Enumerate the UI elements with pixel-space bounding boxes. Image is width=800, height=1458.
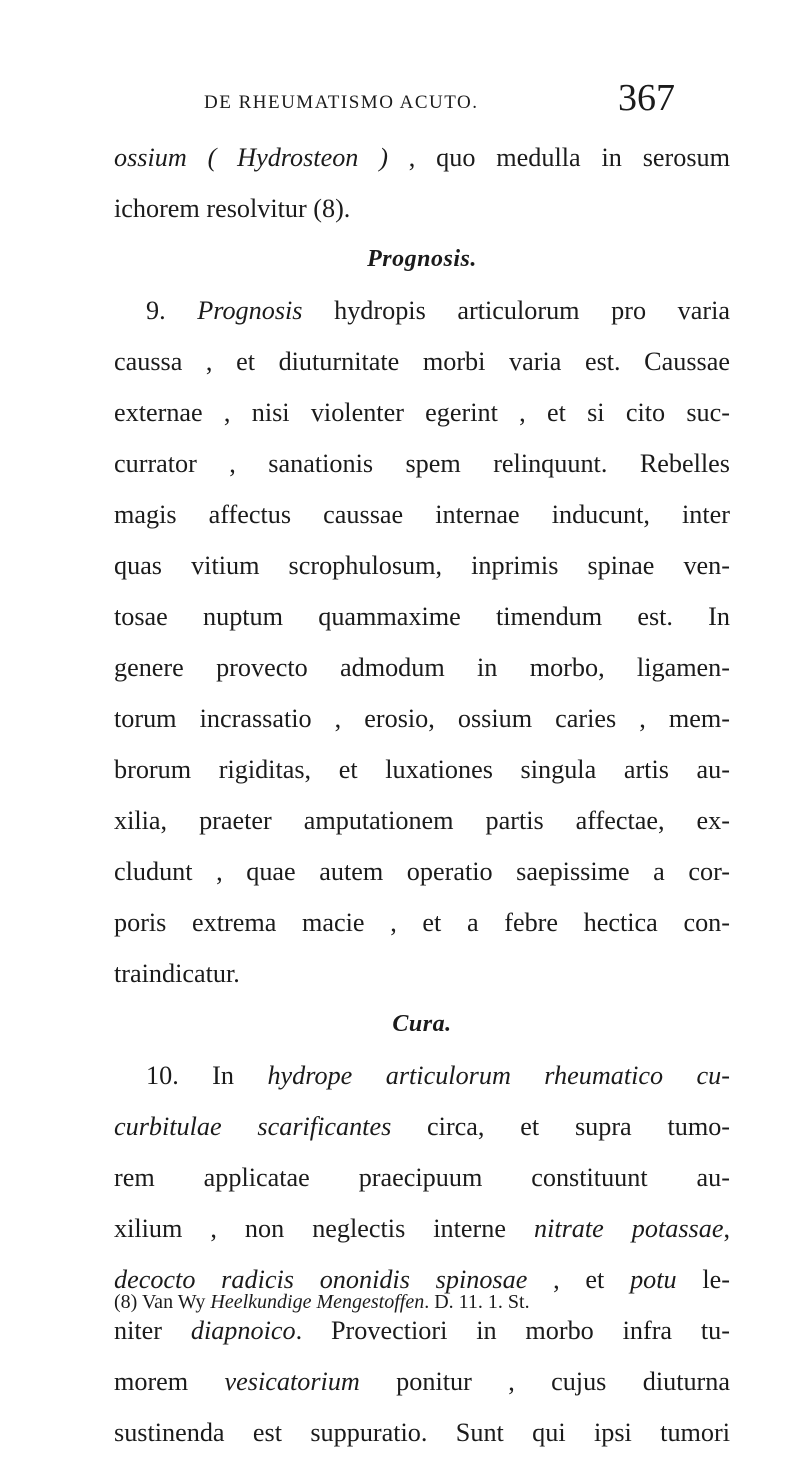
section-heading-prognosis: Prognosis.: [367, 246, 477, 272]
running-title: DE RHEUMATISMO ACUTO.: [204, 92, 479, 113]
text-line: niter diapnoico. Provectiori in morbo infra tu-: [114, 1316, 730, 1345]
text-line: tosae nuptum quammaxime timendum est. In: [114, 602, 730, 631]
text-line: externae , nisi violenter egerint , et si cito suc-: [114, 398, 730, 427]
text-line: sustinenda est suppuratio. Sunt qui ipsi tumori: [114, 1418, 730, 1447]
running-header: [0, 76, 800, 126]
text-line: ossium ( Hydrosteon ) , quo medulla in serosum: [114, 143, 730, 172]
text-line: ichorem resolvitur (8).: [114, 194, 351, 223]
text-line: xilia, praeter amputationem partis affectae, ex-: [114, 806, 730, 835]
text-line: 9. Prognosis hydropis articulorum pro varia: [146, 296, 730, 325]
text-line: magis affectus caussae internae inducunt, inter: [114, 500, 730, 529]
text-line: cludunt , quae autem operatio saepissime a cor-: [114, 857, 730, 886]
text-line: currator , sanationis spem relinquunt. Rebelles: [114, 449, 730, 478]
text-line: caussa , et diuturnitate morbi varia est. Caussae: [114, 347, 730, 376]
footnote: (8) Van Wy Heelkundige Mengestoffen. D. 11. 1. St.: [114, 1291, 530, 1313]
text-line: decocto radicis ononidis spinosae , et potu le-: [114, 1265, 731, 1294]
text-line: rem applicatae praecipuum constituunt au-: [114, 1163, 730, 1192]
text-line: genere provecto admodum in morbo, ligamen-: [114, 653, 730, 682]
text-line: poris extrema macie , et a febre hectica con-: [114, 908, 730, 937]
text-line: morem vesicatorium ponitur , cujus diuturna: [114, 1367, 730, 1396]
page-number: 367: [618, 77, 675, 119]
text-line: traindicatur.: [114, 959, 240, 988]
text-line: quas vitium scrophulosum, inprimis spinae ven-: [114, 551, 730, 580]
text-line: xilium , non neglectis interne nitrate potassae,: [114, 1214, 730, 1243]
text-line: brorum rigiditas, et luxationes singula artis au-: [114, 755, 730, 784]
section-heading-cura: Cura.: [392, 1011, 452, 1037]
body-text: [114, 132, 730, 1458]
text-line: torum incrassatio , erosio, ossium caries , mem-: [114, 704, 730, 733]
text-line: 10. In hydrope articulorum rheumatico cu-: [146, 1061, 730, 1090]
text-line: curbitulae scarificantes circa, et supra tumo-: [114, 1112, 731, 1141]
